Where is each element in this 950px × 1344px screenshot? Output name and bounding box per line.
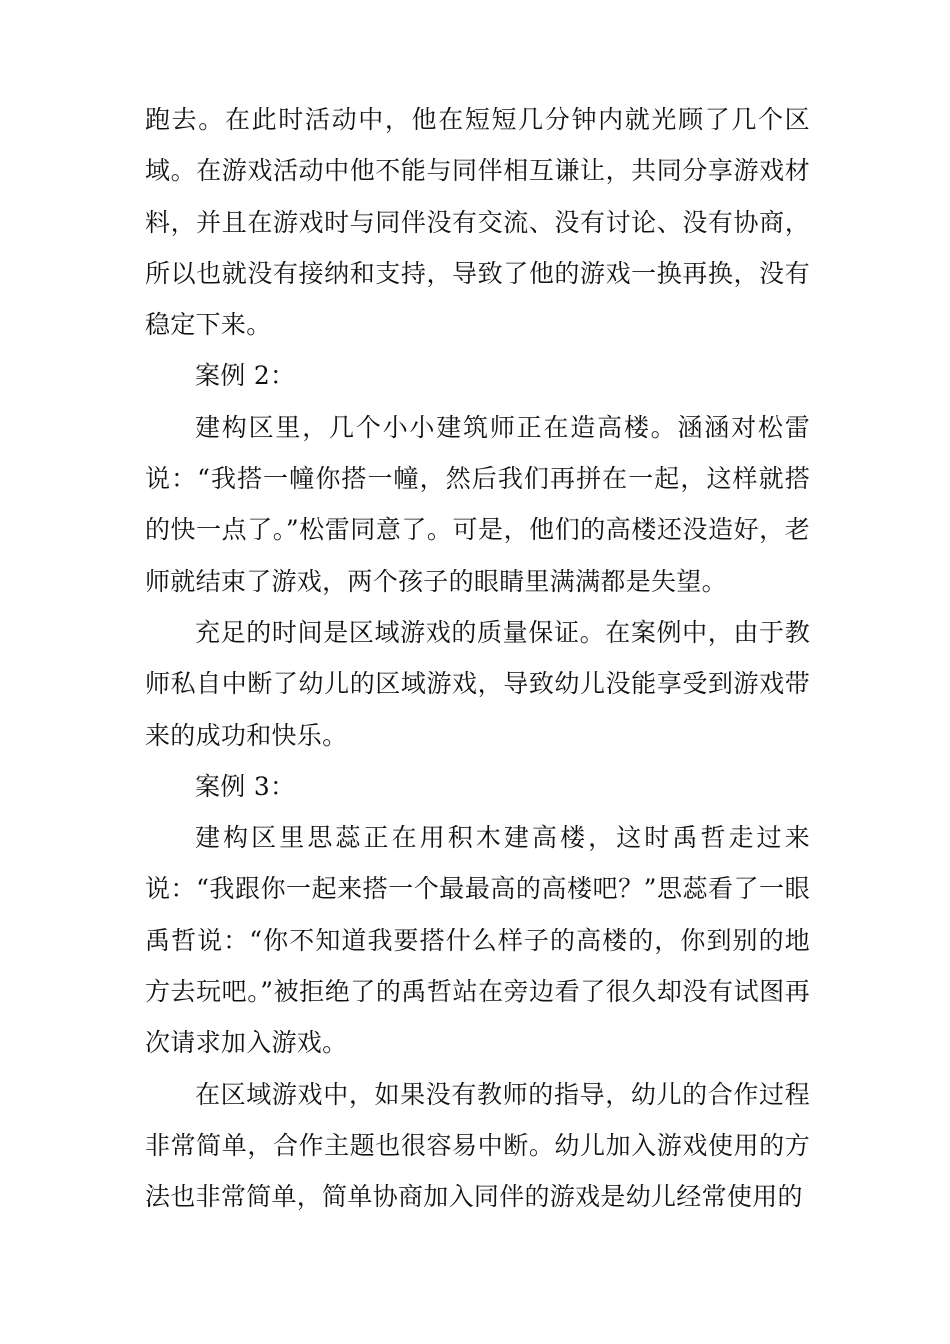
case-2-analysis-paragraph: 充足的时间是区域游戏的质量保证。在案例中，由于教师私自中断了幼儿的区域游戏，导致幼儿没能享受到游戏带来的成功和快乐。 [145,617,810,750]
document-page [145,94,810,1223]
case-3-heading: 案例 3： [195,771,296,801]
paragraph-continuation: 跑去。在此时活动中，他在短短几分钟内就光顾了几个区域。在游戏活动中他不能与同伴相互谦让，共同分享游戏材料，并且在游戏时与同伴没有交流、没有讨论、没有协商，所以也就没有接纳和支持，导致了他的游戏一换再换，没有稳定下来。 [145,105,810,340]
case-3-paragraph: 建构区里思蕊正在用积木建高楼，这时禹哲走过来说：“我跟你一起来搭一个最最高的高楼吧？”思蕊看了一眼禹哲说：“你不知道我要搭什么样子的高楼的，你到别的地方去玩吧。”被拒绝了的禹哲站在旁边看了很久却没有试图再次请求加入游戏。 [145,823,810,1058]
case-2-paragraph: 建构区里，几个小小建筑师正在造高楼。涵涵对松雷说：“我搭一幢你搭一幢，然后我们再拼在一起，这样就搭的快一点了。”松雷同意了。可是，他们的高楼还没造好，老师就结束了游戏，两个孩子的眼睛里满满都是失望。 [145,412,810,596]
case-3-analysis-paragraph: 在区域游戏中，如果没有教师的指导，幼儿的合作过程非常简单，合作主题也很容易中断。幼儿加入游戏使用的方法也非常简单，简单协商加入同伴的游戏是幼儿经常使用的 [145,1079,810,1212]
case-2-heading: 案例 2： [195,361,296,391]
